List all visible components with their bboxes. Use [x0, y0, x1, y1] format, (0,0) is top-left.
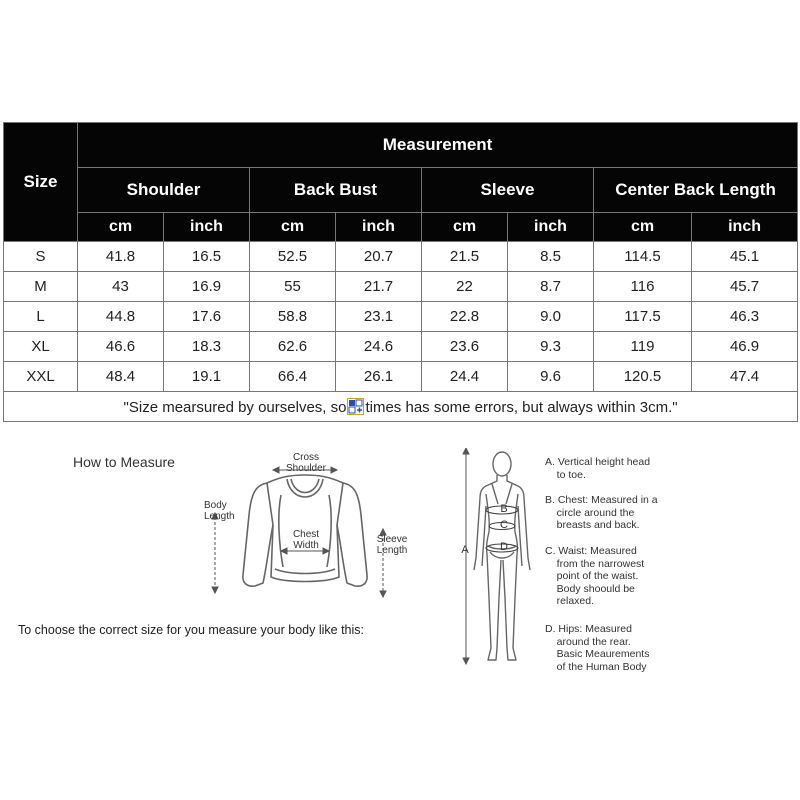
how-to-measure-title: How to Measure: [73, 454, 175, 470]
measurement-cell: 46.6: [78, 332, 164, 362]
unit-header: inch: [164, 213, 250, 242]
measurement-cell: 18.3: [164, 332, 250, 362]
body-length-label: Body Length: [204, 500, 235, 522]
broken-image-icon: [347, 398, 364, 415]
measurement-cell: 22: [422, 272, 508, 302]
measurement-cell: 8.7: [508, 272, 594, 302]
measurement-cell: 66.4: [250, 362, 336, 392]
measurement-cell: 58.8: [250, 302, 336, 332]
legend-chest: B. Chest: Measured in a circle around the breasts and back.: [545, 494, 658, 531]
measurement-cell: 9.3: [508, 332, 594, 362]
measurement-cell: 52.5: [250, 242, 336, 272]
body-letter-c: C: [500, 519, 508, 531]
body-letter-d: D: [500, 541, 508, 553]
measurement-cell: 45.1: [692, 242, 798, 272]
legend-waist: C. Waist: Measured from the narrowest point of the waist. Body shoould be relaxed.: [545, 545, 645, 607]
measurement-cell: 17.6: [164, 302, 250, 332]
size-cell: M: [4, 272, 78, 302]
note-text-end: times has some errors, but always within 3cm.": [365, 398, 678, 416]
measurement-cell: 23.6: [422, 332, 508, 362]
choose-size-instruction: To choose the correct size for you measure your body like this:: [18, 623, 364, 637]
note-text-start: "Size mearsured by ourselves, so: [123, 398, 347, 416]
body-letter-a: A: [461, 544, 469, 556]
legend-hips: D. Hips: Measured around the rear. Basic Meaurements of the Human Body: [545, 623, 650, 673]
table-row: [4, 302, 798, 332]
measurement-cell: 46.3: [692, 302, 798, 332]
measurement-cell: 46.9: [692, 332, 798, 362]
measurement-cell: 19.1: [164, 362, 250, 392]
measurement-cell: 47.4: [692, 362, 798, 392]
unit-header: inch: [692, 213, 798, 242]
unit-header: cm: [422, 213, 508, 242]
measurement-cell: 120.5: [594, 362, 692, 392]
table-row: [4, 332, 798, 362]
unit-header: inch: [508, 213, 594, 242]
measurement-cell: 114.5: [594, 242, 692, 272]
measurement-cell: 26.1: [336, 362, 422, 392]
measurement-cell: 24.6: [336, 332, 422, 362]
unit-header: cm: [78, 213, 164, 242]
measurement-cell: 9.6: [508, 362, 594, 392]
measurement-cell: 41.8: [78, 242, 164, 272]
chest-width-label: Chest Width: [292, 529, 320, 551]
shoulder-header: Shoulder: [78, 168, 250, 213]
measurement-cell: 22.8: [422, 302, 508, 332]
measurement-cell: 119: [594, 332, 692, 362]
unit-header: cm: [250, 213, 336, 242]
measurement-cell: 20.7: [336, 242, 422, 272]
size-header: Size: [4, 123, 78, 242]
back-bust-header: Back Bust: [250, 168, 422, 213]
measurement-cell: 117.5: [594, 302, 692, 332]
measurement-cell: 48.4: [78, 362, 164, 392]
size-cell: XL: [4, 332, 78, 362]
table-row: [4, 272, 798, 302]
measurement-cell: 24.4: [422, 362, 508, 392]
size-cell: L: [4, 302, 78, 332]
measurement-cell: 44.8: [78, 302, 164, 332]
measurement-cell: 43: [78, 272, 164, 302]
legend-vertical-height: A. Vertical height head to toe.: [545, 456, 651, 481]
measurement-cell: 23.1: [336, 302, 422, 332]
measurement-cell: 8.5: [508, 242, 594, 272]
sleeve-header: Sleeve: [422, 168, 594, 213]
size-note: [4, 392, 798, 422]
center-back-length-header: Center Back Length: [594, 168, 798, 213]
unit-header: cm: [594, 213, 692, 242]
measurement-cell: 9.0: [508, 302, 594, 332]
measurement-cell: 55: [250, 272, 336, 302]
body-letter-b: B: [500, 503, 508, 515]
unit-header: inch: [336, 213, 422, 242]
measurement-cell: 21.7: [336, 272, 422, 302]
measurement-cell: 116: [594, 272, 692, 302]
measurement-cell: 16.5: [164, 242, 250, 272]
size-cell: XXL: [4, 362, 78, 392]
sleeve-length-label: Sleeve Length: [376, 534, 408, 556]
cross-shoulder-label: Cross Shoulder: [285, 452, 327, 474]
measurement-cell: 45.7: [692, 272, 798, 302]
table-row: [4, 362, 798, 392]
size-cell: S: [4, 242, 78, 272]
measurement-cell: 62.6: [250, 332, 336, 362]
measurement-cell: 16.9: [164, 272, 250, 302]
measurement-cell: 21.5: [422, 242, 508, 272]
size-chart-table: [3, 122, 798, 422]
table-row: [4, 242, 798, 272]
body-diagram: [462, 448, 542, 670]
measurement-header: Measurement: [78, 123, 798, 168]
